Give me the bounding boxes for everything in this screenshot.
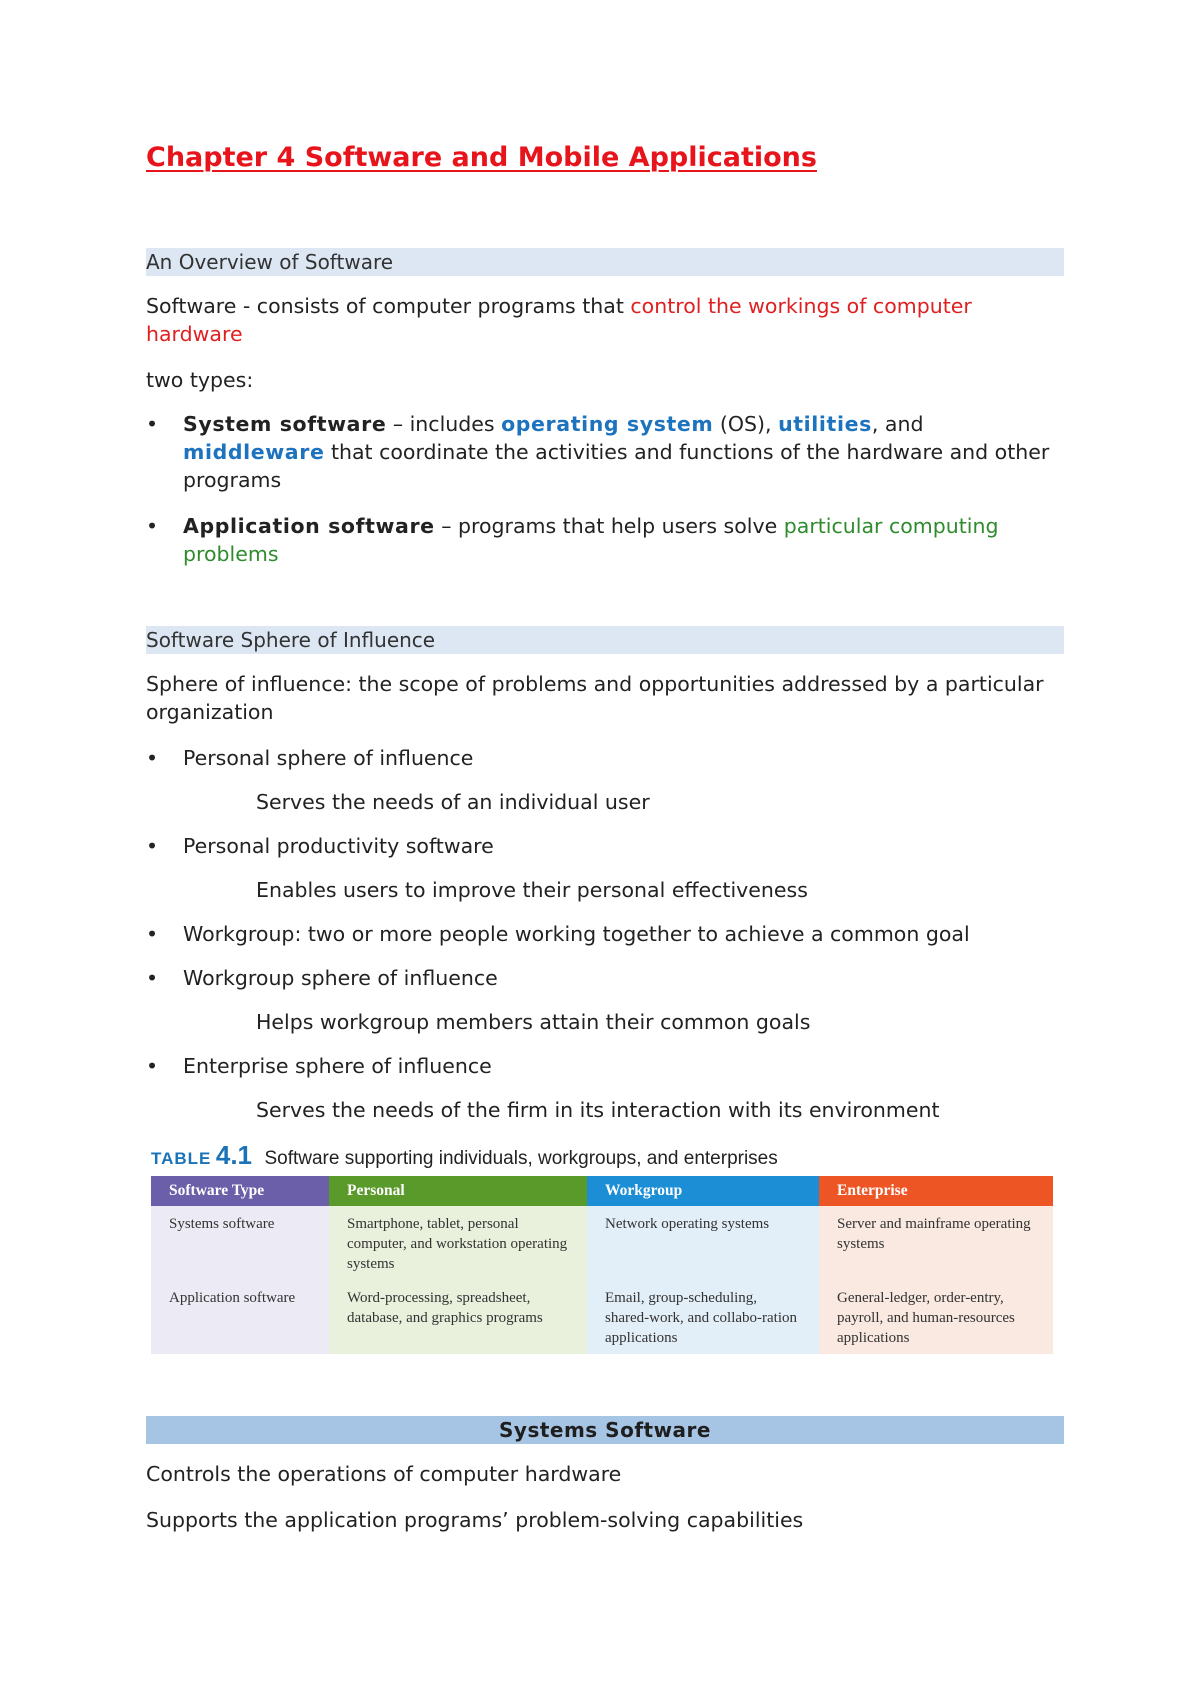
sub-personal-sphere: Serves the needs of an individual user [256,790,650,814]
bullet-glyph: • [146,746,159,770]
keyword-particular-problems: particular computing problems [183,514,999,566]
bullet-glyph: • [146,834,159,858]
keyword-middleware: middleware [183,440,325,464]
table-cell: General-ledger, order-entry, payroll, and human-resources applications [819,1280,1053,1354]
table-label: TABLE [151,1149,212,1168]
definition-text: Software - consists of computer programs that [146,294,631,318]
bullet-glyph: • [146,412,159,436]
two-types-label: two types: [146,368,254,392]
table-cell: Systems software [151,1206,329,1280]
section-heading-sphere: Software Sphere of Influence [146,626,1064,654]
section-heading-systems: Systems Software [146,1416,1064,1444]
header-personal: Personal [329,1176,587,1206]
bullet-fragment: (OS), [713,412,779,436]
table-row [151,1206,1053,1280]
bullet-text [183,512,1063,568]
bullet-glyph: • [146,514,159,538]
table-cell: Application software [151,1280,329,1354]
sub-personal-productivity: Enables users to improve their personal effectiveness [256,878,808,902]
table-cell: Server and mainframe operating systems [819,1206,1053,1280]
bullet-label: Enterprise sphere of influence [183,1054,492,1078]
table-cell: Smartphone, tablet, personal computer, and workstation operating systems [329,1206,587,1280]
section-heading-overview: An Overview of Software [146,248,1064,276]
table-cell: Email, group-scheduling, shared-work, and collabo-ration applications [587,1280,819,1354]
bullet-fragment: – programs that help users solve [434,514,784,538]
bullet-glyph: • [146,966,159,990]
definition-highlight: control the workings of computer hardware [146,294,972,346]
systems-line-1: Controls the operations of computer hardware [146,1462,622,1486]
term-application-software: Application software [183,514,435,538]
table-caption [151,1140,778,1171]
term-system-software: System software [183,412,387,436]
sphere-definition: Sphere of influence: the scope of problems and opportunities addressed by a particular organization [146,672,1044,724]
table-cell: Word-processing, spreadsheet, database, and graphics programs [329,1280,587,1354]
table-caption-text: Software supporting individuals, workgroups, and enterprises [264,1148,778,1169]
chapter-title: Chapter 4 Software and Mobile Applications [146,142,817,173]
keyword-utilities: utilities [778,412,872,436]
header-enterprise: Enterprise [819,1176,1053,1206]
table-row [151,1280,1053,1354]
header-workgroup: Workgroup [587,1176,819,1206]
sub-workgroup-sphere: Helps workgroup members attain their common goals [256,1010,811,1034]
sub-enterprise-sphere: Serves the needs of the firm in its interaction with its environment [256,1098,940,1122]
systems-line-2: Supports the application programs’ problem-solving capabilities [146,1508,804,1532]
bullet-label: Workgroup: two or more people working together to achieve a common goal [183,922,970,946]
bullet-label: Personal sphere of influence [183,746,474,770]
table-number: 4.1 [215,1140,253,1170]
bullet-label: Workgroup sphere of influence [183,966,498,990]
header-software-type: Software Type [151,1176,329,1206]
software-table [151,1176,1053,1354]
bullet-label: Personal productivity software [183,834,494,858]
table-header-row [151,1176,1053,1206]
bullet-glyph: • [146,922,159,946]
bullet-fragment: that coordinate the activities and functions of the hardware and other programs [183,440,1050,492]
keyword-operating-system: operating system [501,412,714,436]
software-definition [146,292,1064,348]
bullet-fragment: – includes [386,412,502,436]
bullet-glyph: • [146,1054,159,1078]
table-cell: Network operating systems [587,1206,819,1280]
bullet-text [183,410,1063,494]
bullet-fragment: , and [871,412,924,436]
